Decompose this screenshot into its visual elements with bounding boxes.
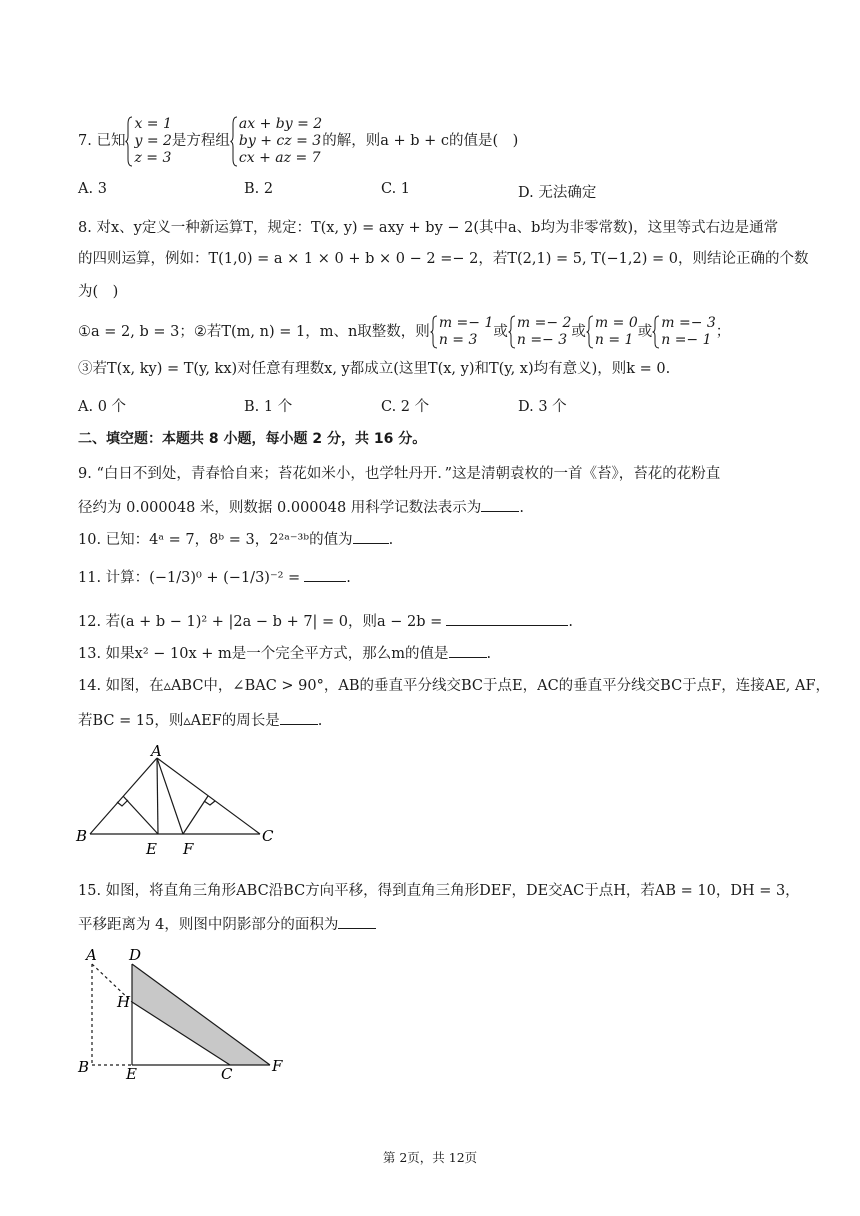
q7-sol-row: y = 2	[134, 132, 172, 149]
q7-sol-row: z = 3	[134, 149, 172, 166]
q10-text: 10. 已知：4ᵃ = 7，8ᵇ = 3，2²ᵃ⁻³ᵇ的值为	[78, 532, 353, 548]
q8-line-1: 8. 对x、y定义一种新运算T，规定：T(x, y) = axy + by − 2(其中a、b均为非零常数)，这里等式右边是通常	[78, 220, 779, 236]
q15-line-2	[78, 914, 376, 934]
brace-icon	[230, 116, 238, 167]
q11-expression: (−1/3)⁰ + (−1/3)⁻² =	[149, 570, 301, 586]
q9-line-1: 9. “白日不到处，青春恰自来；苔花如米小，也学牡丹开．”这是清朝袁枚的一首《苔》，苔花的花粉直	[78, 466, 721, 482]
q9-line-2	[78, 497, 524, 517]
answer-blank[interactable]	[353, 529, 389, 544]
answer-blank[interactable]	[446, 611, 568, 626]
q7-mid-text: 是方程组	[171, 133, 230, 149]
q10-line	[78, 529, 393, 549]
q14-line-2	[78, 710, 322, 730]
segment-ae	[157, 758, 158, 834]
q13-end: .	[486, 646, 492, 662]
page-footer: 第 2页，共 12页	[382, 1150, 478, 1165]
label-b: B	[76, 827, 88, 845]
q15-figure	[70, 940, 300, 1080]
q7-number: 7. 已知	[78, 133, 126, 149]
label-f: F	[272, 1057, 283, 1075]
q8-or: 或	[637, 324, 653, 340]
q8-or: 或	[493, 324, 508, 340]
q8-statement-3: ③若T(x, ky) = T(y, kx)对任意有理数x, y都成立(这里T(x, y)和T(y, x)均有意义)，则k = 0.	[78, 361, 671, 377]
brace-icon	[125, 116, 133, 167]
q7-option-b: B. 2	[244, 181, 274, 197]
q8-sys2-row: m =− 2	[516, 315, 572, 331]
q8-line-3: 为( )	[78, 284, 119, 300]
q8-option-a: A. 0 个	[78, 399, 127, 415]
q14-line-1: 14. 如图，在▵ABC中，∠BAC > 90°，AB的垂直平分线交BC于点E，AC的垂直平分线交BC于点F，连接AE, AF，	[78, 678, 831, 694]
q14-figure	[70, 745, 290, 860]
label-d: D	[129, 946, 142, 964]
question-7	[78, 113, 518, 169]
q8-option-c: C. 2 个	[381, 399, 430, 415]
q8-sys2-row: n =− 3	[516, 332, 568, 348]
q8-stmt-pre: ①a = 2, b = 3；②若T(m, n) = 1，m、n取整数，则	[78, 324, 430, 340]
q7-solution-system	[125, 116, 171, 167]
q7-sys-row: by + cz = 3	[238, 132, 322, 149]
label-c: C	[221, 1065, 233, 1080]
q8-line-2: 的四则运算，例如：T(1,0) = a × 1 × 0 + b × 0 − 2 =− 2，若T(2,1) = 5, T(−1,2) = 0，则结论正确的个数	[78, 251, 809, 267]
brace-icon	[586, 315, 594, 349]
q8-sys1-row: n = 3	[438, 332, 478, 348]
label-e: E	[146, 840, 157, 858]
q9-end: .	[519, 500, 524, 516]
q12-end: .	[568, 614, 573, 630]
q8-system-1	[430, 315, 494, 349]
q11-end: .	[346, 570, 351, 586]
label-a: A	[151, 745, 162, 760]
segment-ac	[157, 758, 260, 834]
q7-tail-text: 的解，则a + b + c的值是( )	[322, 133, 519, 149]
q13-line	[78, 643, 491, 663]
q8-system-2	[508, 315, 572, 349]
q8-sys4-row: n =− 1	[661, 332, 712, 348]
label-c: C	[262, 827, 274, 845]
label-e: E	[126, 1065, 137, 1080]
q8-or: 或	[571, 324, 586, 340]
brace-icon	[508, 315, 516, 349]
label-a: A	[86, 946, 97, 964]
right-angle-mark	[204, 801, 215, 805]
q14-text: 若BC = 15，则▵AEF的周长是	[78, 713, 280, 729]
q15-text: 平移距离为 4，则图中阴影部分的面积为	[78, 917, 339, 933]
q7-option-d: D. 无法确定	[518, 185, 597, 201]
perp-bisector-ab	[123, 796, 158, 834]
q7-option-a: A. 3	[78, 181, 107, 197]
label-b: B	[78, 1058, 90, 1076]
q8-statement-1-2	[78, 313, 730, 351]
q7-sys-row: ax + by = 2	[238, 115, 323, 132]
q8-sys1-row: m =− 1	[438, 315, 494, 331]
q9-text: 径约为 0.000048 米，则数据 0.000048 用科学记数法表示为	[78, 500, 482, 516]
segment-af	[157, 758, 183, 834]
label-f: F	[183, 840, 194, 858]
q7-sys-row: cx + az = 7	[238, 149, 321, 166]
answer-blank[interactable]	[481, 497, 519, 512]
q8-stmt-end: ；	[715, 324, 731, 340]
answer-blank[interactable]	[338, 914, 376, 929]
q14-end: .	[317, 713, 323, 729]
q8-system-4	[652, 315, 716, 349]
q13-text: 13. 如果x² − 10x + m是一个完全平方式，那么m的值是	[78, 646, 449, 662]
answer-blank[interactable]	[304, 567, 346, 582]
q7-option-c: C. 1	[381, 181, 411, 197]
q15-line-1: 15. 如图，将直角三角形ABC沿BC方向平移，得到直角三角形DEF，DE交AC于点H，若AB = 10，DH = 3，	[78, 883, 800, 899]
q7-sol-row: x = 1	[134, 115, 172, 132]
label-h: H	[117, 993, 131, 1011]
q12-text: 12. 若(a + b − 1)² + |2a − b + 7| = 0，则a − 2b =	[78, 614, 443, 630]
q8-sys3-row: m = 0	[594, 315, 638, 331]
q8-option-d: D. 3 个	[518, 399, 567, 415]
q7-equation-system	[230, 116, 322, 167]
answer-blank[interactable]	[449, 643, 487, 658]
q11-line	[78, 567, 351, 587]
answer-blank[interactable]	[280, 710, 318, 725]
section-2-heading: 二、填空题：本题共 8 小题，每小题 2 分，共 16 分。	[78, 431, 427, 447]
q8-option-b: B. 1 个	[244, 399, 293, 415]
brace-icon	[430, 315, 438, 349]
q8-sys3-row: n = 1	[594, 332, 634, 348]
q8-sys4-row: m =− 3	[661, 315, 716, 331]
q12-line	[78, 611, 573, 631]
q8-system-3	[586, 315, 638, 349]
q11-prefix: 11. 计算：	[78, 570, 150, 586]
brace-icon	[652, 315, 660, 349]
q10-end: .	[388, 532, 394, 548]
